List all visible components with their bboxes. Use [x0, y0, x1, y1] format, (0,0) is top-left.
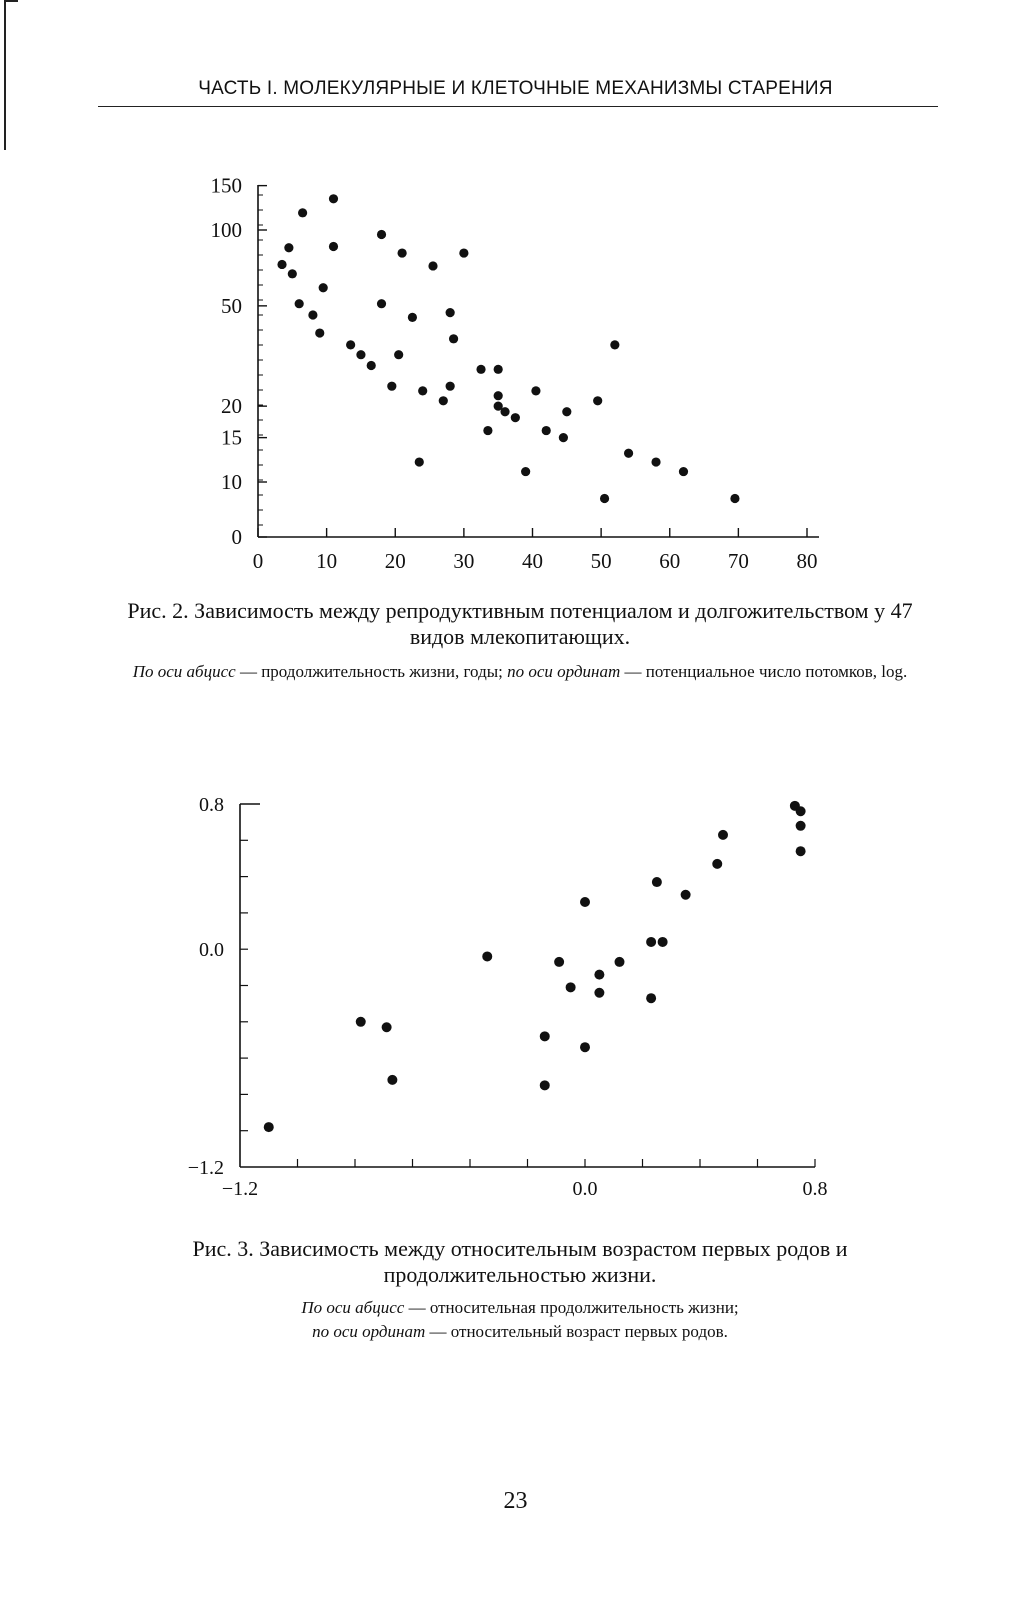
- data-point: [382, 1022, 392, 1032]
- data-point: [580, 897, 590, 907]
- x-tick-label: 20: [384, 549, 406, 573]
- data-point: [580, 1042, 590, 1052]
- y-tick-label: 150: [210, 173, 242, 198]
- data-point: [554, 957, 564, 967]
- y-tick-label: 0.0: [199, 939, 224, 962]
- data-point: [346, 340, 355, 349]
- data-point: [288, 269, 297, 278]
- data-point: [646, 993, 656, 1003]
- figure-2-x-axis-label: По оси абцисс: [132, 662, 236, 681]
- data-point: [730, 494, 739, 503]
- y-tick-label: 10: [221, 470, 242, 494]
- running-head-rule: [98, 106, 938, 107]
- y-tick-label: 15: [221, 425, 242, 450]
- x-tick-label: 0: [252, 549, 264, 573]
- data-point: [494, 365, 503, 374]
- data-point: [446, 308, 455, 317]
- data-point: [540, 1031, 550, 1041]
- data-point: [651, 457, 660, 466]
- figure-2-y-axis-label: по оси ординат: [507, 662, 621, 681]
- figure-3-x-axis-text: — относительная продолжительность жизни;: [404, 1298, 739, 1317]
- data-point: [284, 243, 293, 252]
- data-point: [531, 386, 540, 395]
- figure-3-x-axis-label: По оси абцисс: [301, 1298, 405, 1317]
- figure-3-y-axis-text: — относительный возраст первых родов.: [425, 1322, 728, 1341]
- data-point: [264, 1122, 274, 1132]
- data-point: [377, 299, 386, 308]
- data-point: [367, 361, 376, 370]
- data-point: [418, 386, 427, 395]
- x-tick-label: 0.0: [572, 1178, 598, 1200]
- data-point: [394, 350, 403, 359]
- data-point: [594, 970, 604, 980]
- data-point: [542, 426, 551, 435]
- data-point: [500, 407, 509, 416]
- data-point: [718, 830, 728, 840]
- data-point: [459, 248, 468, 257]
- y-tick-label: 0.8: [199, 794, 224, 816]
- x-tick-label: 10: [316, 549, 338, 573]
- figure-2-x-axis-text: — продолжительность жизни, годы;: [235, 662, 508, 681]
- data-point: [329, 194, 338, 203]
- data-point: [679, 467, 688, 476]
- data-point: [511, 413, 520, 422]
- y-tick-label: 50: [221, 293, 242, 318]
- data-point: [600, 494, 609, 503]
- x-tick-label: −1.2: [221, 1178, 259, 1200]
- x-tick-label: 30: [453, 549, 475, 573]
- page-edge-mark: [4, 0, 6, 150]
- data-point: [277, 260, 286, 269]
- data-point: [449, 334, 458, 343]
- data-point: [408, 313, 417, 322]
- data-point: [377, 230, 386, 239]
- figure-2-y-axis-text: — потенциальное число потомков, log.: [620, 662, 908, 681]
- data-point: [387, 1075, 397, 1085]
- figure-3-y-axis-label: по оси ординат: [312, 1322, 426, 1341]
- data-point: [482, 951, 492, 961]
- page-edge-corner: [6, 0, 18, 2]
- data-point: [615, 957, 625, 967]
- figure-3-caption: Рис. 3. Зависимость между относительным возрастом первых родов и продолжительностью жизни.: [192, 1236, 848, 1287]
- page-number: 23: [503, 1488, 528, 1514]
- x-tick-label: 50: [590, 549, 612, 573]
- data-point: [610, 340, 619, 349]
- data-point: [398, 248, 407, 257]
- data-point: [319, 283, 328, 292]
- data-point: [476, 365, 485, 374]
- y-tick-label: 0: [231, 525, 242, 549]
- data-point: [594, 988, 604, 998]
- data-point: [646, 937, 656, 947]
- data-point: [356, 350, 365, 359]
- x-tick-label: 80: [796, 549, 818, 573]
- data-point: [712, 859, 722, 869]
- data-point: [387, 382, 396, 391]
- data-point: [566, 982, 576, 992]
- figure-3-scatter-plot: [0, 780, 1031, 1220]
- x-tick-label: 60: [659, 549, 681, 573]
- data-point: [494, 391, 503, 400]
- data-point: [356, 1017, 366, 1027]
- data-point: [415, 457, 424, 466]
- data-point: [624, 449, 633, 458]
- data-point: [446, 382, 455, 391]
- data-point: [652, 877, 662, 887]
- figure-2-axis-note: [100, 660, 940, 684]
- data-point: [428, 261, 437, 270]
- data-point: [521, 467, 530, 476]
- figure-2-caption: Рис. 2. Зависимость между репродуктивным потенциалом и долгожительством у 47 видов млекопитающих.: [127, 598, 913, 649]
- x-tick-label: 0.8: [802, 1178, 828, 1200]
- y-tick-label: 20: [221, 394, 242, 419]
- y-tick-label: 100: [210, 218, 242, 242]
- data-point: [439, 396, 448, 405]
- x-tick-label: 40: [522, 549, 543, 573]
- data-point: [658, 937, 668, 947]
- data-point: [329, 242, 338, 251]
- figure-3-axis-note: [100, 1296, 940, 1344]
- running-head: ЧАСТЬ I. МОЛЕКУЛЯРНЫЕ И КЛЕТОЧНЫЕ МЕХАНИЗМЫ СТАРЕНИЯ: [198, 78, 833, 99]
- data-point: [796, 806, 806, 816]
- data-point: [295, 299, 304, 308]
- data-point: [681, 890, 691, 900]
- data-point: [559, 433, 568, 442]
- data-point: [315, 328, 324, 337]
- data-point: [308, 310, 317, 319]
- data-point: [540, 1080, 550, 1090]
- y-tick-label: −1.2: [187, 1157, 224, 1179]
- data-point: [796, 821, 806, 831]
- data-point: [298, 208, 307, 217]
- data-point: [483, 426, 492, 435]
- data-point: [796, 846, 806, 856]
- x-tick-label: 70: [727, 549, 749, 573]
- data-point: [562, 407, 571, 416]
- data-point: [593, 396, 602, 405]
